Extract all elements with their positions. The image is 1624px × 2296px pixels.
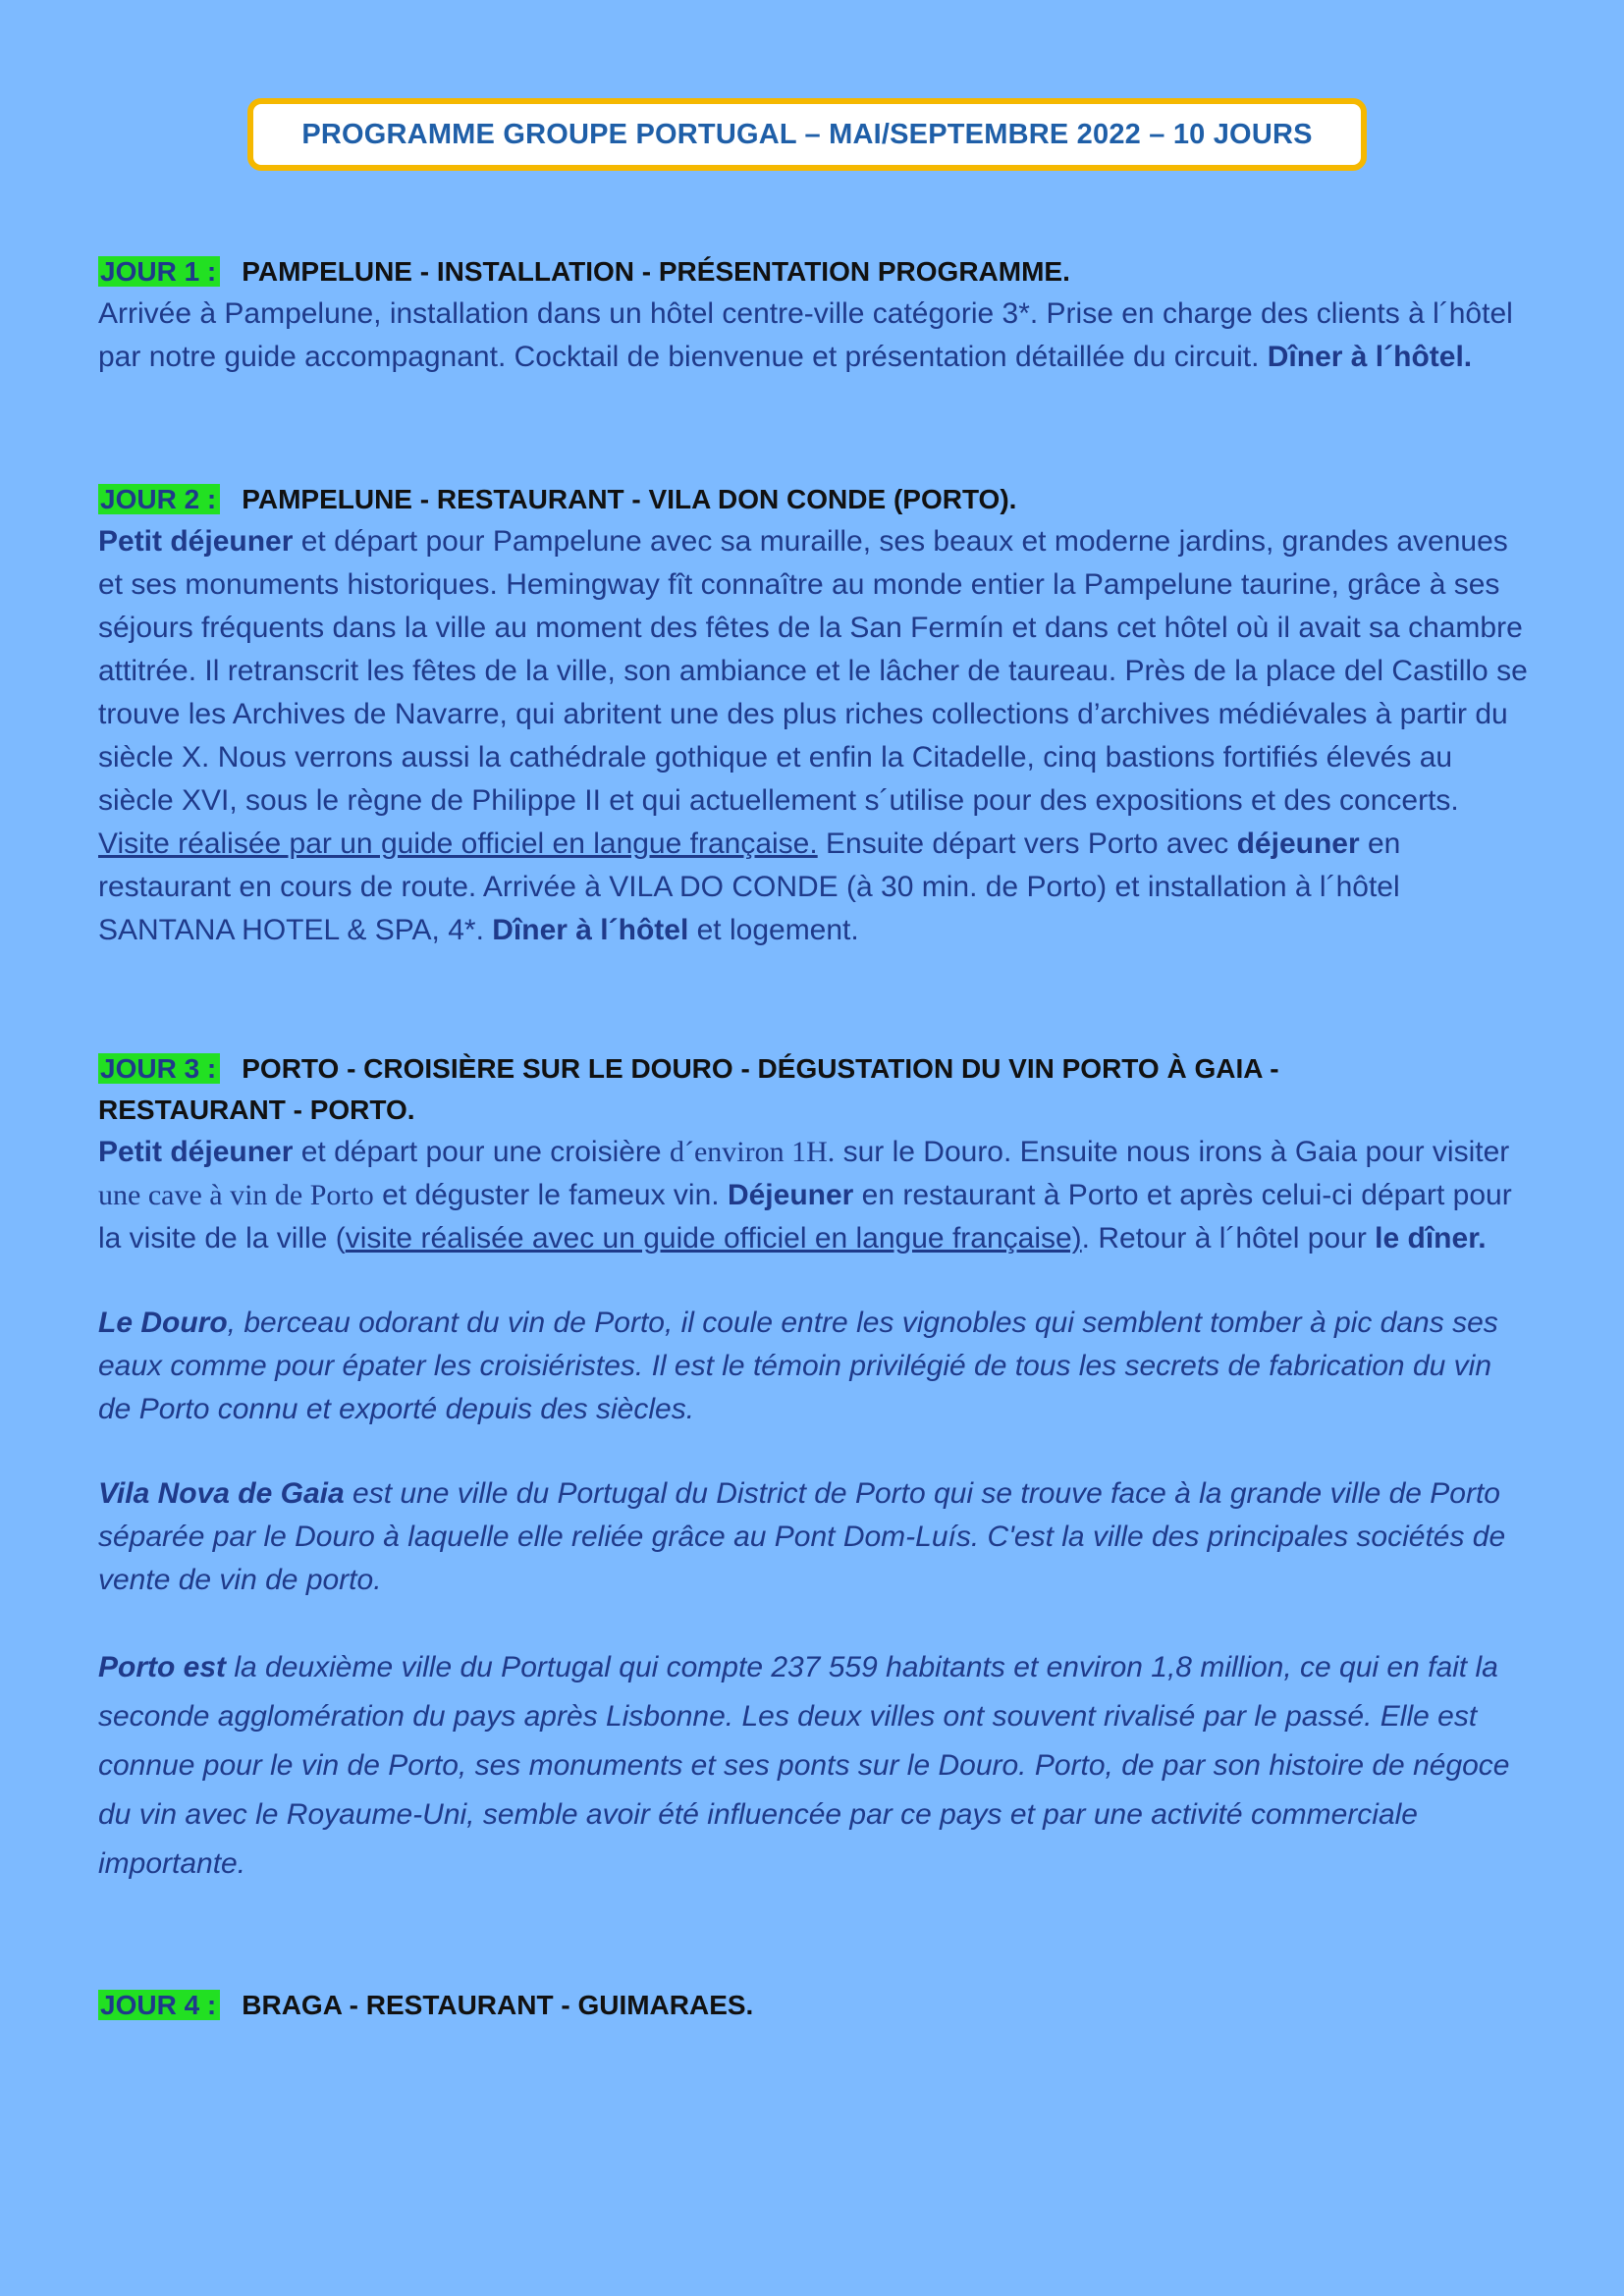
day-3-heading [98, 1048, 1532, 1131]
day-3-text-5: . Retour à l´hôtel pour [1081, 1222, 1376, 1255]
day-4-section [98, 1985, 1532, 2026]
day-3-text-2: sur le Douro. Ensuite nous irons à Gaia pour visiter [835, 1136, 1510, 1168]
gaia-label: Vila Nova de Gaia [98, 1477, 345, 1510]
program-content [98, 251, 1532, 2026]
page-title: PROGRAMME GROUPE PORTUGAL – MAI/SEPTEMBRE 2022 – 10 JOURS [301, 118, 1313, 150]
day-3-breakfast: Petit déjeuner [98, 1136, 294, 1168]
day-3-text-1: et départ pour une croisière [293, 1136, 670, 1168]
day-2-guide-note: Visite réalisée par un guide officiel en langue française. [98, 828, 818, 860]
day-3-tag: JOUR 3 : [98, 1053, 220, 1084]
day-1-description [98, 293, 1532, 379]
day-2-title: PAMPELUNE - RESTAURANT - VILA DON CONDE (PORTO). [242, 484, 1017, 514]
day-3-text-3: et déguster le fameux vin. [373, 1179, 728, 1211]
porto-text: la deuxième ville du Portugal qui compte 237 559 habitants et environ 1,8 million, ce qui en fait la seconde agglomération du pays après Lisbonne. Les deux villes ont souvent rivalisé par le passé. Elle est connue pour le vin de Porto, ses monuments et ses ponts sur le Douro. Porto, de par son histoire de négoce du vin avec le Royaume-Uni, semble avoir été influencée par ce pays et par une activité commerciale importante. [98, 1651, 1510, 1880]
day-2-breakfast: Petit déjeuner [98, 525, 294, 558]
day-2-text-4: et logement. [688, 914, 859, 946]
day-2-dinner: Dîner à l´hôtel [492, 914, 689, 946]
day-1-tag: JOUR 1 : [98, 256, 220, 287]
day-2-section [98, 479, 1532, 952]
day-4-title: BRAGA - RESTAURANT - GUIMARAES. [242, 1990, 754, 2020]
douro-paragraph [98, 1302, 1532, 1431]
day-2-text-3: en restaurant en cours de route. Arrivée à VILA DO CONDE (à 30 min. de Porto) et installation à l´hôtel SANTANA HOTEL & SPA, 4*. [98, 828, 1401, 946]
day-1-heading [98, 251, 1532, 293]
day-4-tag: JOUR 4 : [98, 1990, 220, 2020]
porto-paragraph [98, 1643, 1532, 1889]
gaia-text: est une ville du Portugal du District de Porto qui se trouve face à la grande ville de Porto séparée par le Douro à laquelle elle reliée grâce au Pont Dom-Luís. C'est la ville des principales sociétés de vente de vin de porto. [98, 1477, 1506, 1596]
day-3-title-2: RESTAURANT - PORTO. [98, 1095, 415, 1125]
day-2-tag: JOUR 2 : [98, 484, 220, 514]
day-3-guide-note: visite réalisée avec un guide officiel en langue française) [345, 1222, 1082, 1255]
day-1-title: PAMPELUNE - INSTALLATION - PRÉSENTATION PROGRAMME. [242, 256, 1070, 287]
day-2-lunch: déjeuner [1236, 828, 1360, 860]
day-2-text-1: et départ pour Pampelune avec sa muraille, ses beaux et moderne jardins, grandes avenues et ses monuments historiques. Hemingway fît connaître au monde entier la Pampelune taurine, grâce à ses séjours fréquents dans la ville au moment des fêtes de la San Fermín et dans cet hôtel où il avait sa chambre attitrée. Il retranscrit les fêtes de la ville, son ambiance et le lâcher de taureau. Près de la place del Castillo se trouve les Archives de Navarre, qui abritent une des plus riches collections d’archives médiévales à partir du siècle X. Nous verrons aussi la cathédrale gothique et enfin la Citadelle, cinq bastions fortifiés élevés au siècle XVI, sous le règne de Philippe II et qui actuellement s´utilise pour des expositions et des concerts. [98, 525, 1528, 817]
douro-label: Le Douro [98, 1307, 228, 1339]
title-box [247, 98, 1367, 171]
douro-text: , berceau odorant du vin de Porto, il coule entre les vignobles qui semblent tomber à pic dans ses eaux comme pour épater les croisiéristes. Il est le témoin privilégié de tous les secrets de fabrication du vin de Porto connu et exporté depuis des siècles. [98, 1307, 1498, 1425]
day-3-title-1: PORTO - CROISIÈRE SUR LE DOURO - DÉGUSTATION DU VIN PORTO À GAIA - [242, 1053, 1279, 1084]
day-3-dinner: le dîner. [1375, 1222, 1487, 1255]
gaia-paragraph [98, 1472, 1532, 1602]
day-2-text-2: Ensuite départ vers Porto avec [817, 828, 1237, 860]
day-3-lunch: Déjeuner [727, 1179, 854, 1211]
day-2-heading [98, 479, 1532, 520]
day-2-description [98, 520, 1532, 952]
day-1-section [98, 251, 1532, 379]
porto-label: Porto est [98, 1651, 227, 1683]
day-4-heading [98, 1985, 1532, 2026]
day-1-dinner: Dîner à l´hôtel. [1267, 341, 1473, 373]
day-3-wine-cellar: une cave à vin de Porto [98, 1179, 374, 1211]
day-1-text: Arrivée à Pampelune, installation dans un hôtel centre-ville catégorie 3*. Prise en charge des clients à l´hôtel par notre guide accompagnant. Cocktail de bienvenue et présentation détaillée du circuit. [98, 297, 1513, 373]
day-3-text-4: en restaurant à Porto et après celui-ci départ pour la visite de la ville ( [98, 1179, 1512, 1255]
day-3-duration: d´environ 1H. [669, 1136, 836, 1168]
day-3-description [98, 1131, 1532, 1260]
day-3-section [98, 1048, 1532, 1889]
